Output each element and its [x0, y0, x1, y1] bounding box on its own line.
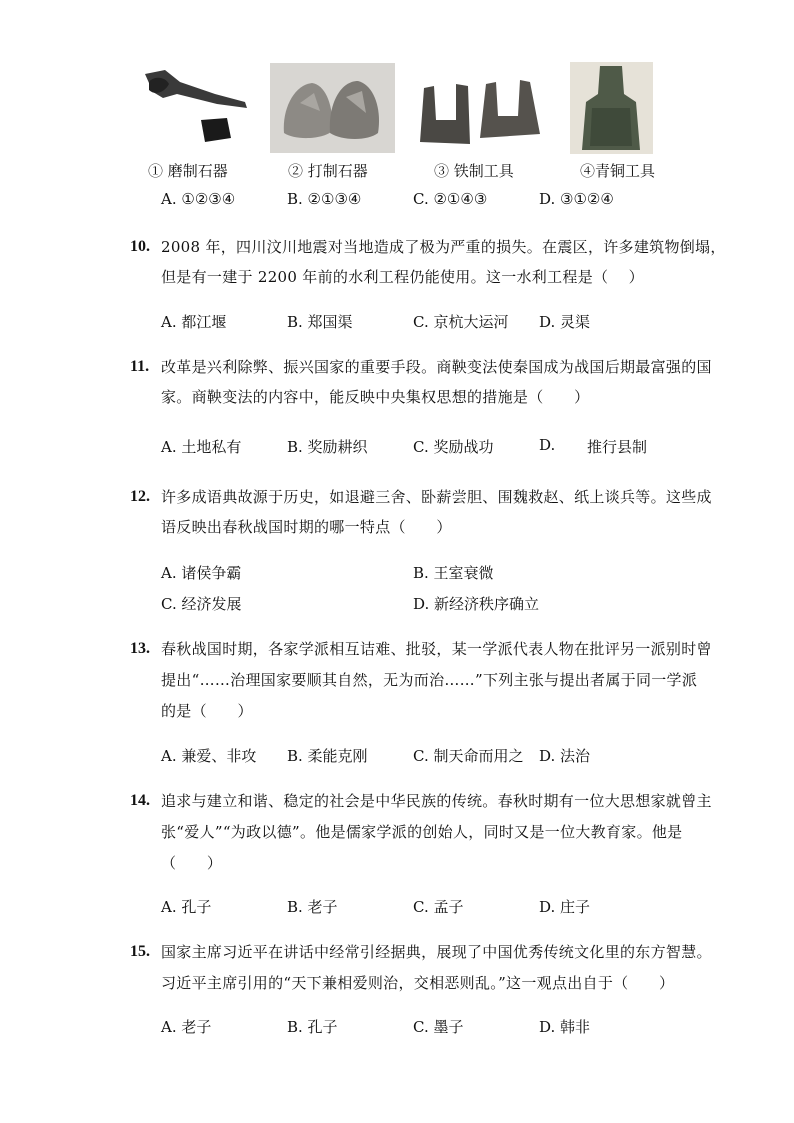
bronze-tool-image [570, 62, 653, 154]
q14-line-1: 追求与建立和谐、稳定的社会是中华民族的传统。春秋时期有一位大思想家就曾主 [161, 792, 712, 810]
q9-option-d: D. ③①②④ [539, 190, 614, 208]
q10-option-d: D. 灵渠 [539, 313, 591, 331]
image-caption-4: ④青铜工具 [580, 162, 656, 180]
q15-line-1: 国家主席习近平在讲话中经常引经据典，展现了中国优秀传统文化里的东方智慧。 [161, 943, 712, 961]
q12-option-a: A. 诸侯争霸 [161, 564, 242, 582]
q14-option-a: A. 孔子 [161, 898, 212, 916]
image-caption-2: ② 打制石器 [288, 162, 368, 180]
q13-option-d: D. 法治 [539, 747, 591, 765]
q13-line-2: 提出“……治理国家要顺其自然，无为而治……”下列主张与提出者属于同一学派 [161, 671, 698, 689]
q13-option-c: C. 制天命而用之 [413, 747, 524, 765]
q14-option-c: C. 孟子 [413, 898, 464, 916]
q15-option-c: C. 墨子 [413, 1018, 464, 1036]
iron-tool-icon [416, 72, 551, 150]
q14-option-b: B. 老子 [287, 898, 338, 916]
q15-line-2: 习近平主席引用的“天下兼相爱则治，交相恶则乱。”这一观点出自于（ ） [161, 974, 675, 992]
q13-option-b: B. 柔能克刚 [287, 747, 368, 765]
q9-option-b: B. ②①③④ [287, 190, 362, 208]
polished-stone-tool-image [135, 62, 250, 154]
q11-line-2: 家。商鞅变法的内容中，能反映中央集权思想的措施是（ ） [161, 388, 590, 406]
bronze-tool-icon [570, 62, 653, 154]
q13-number: 13. [130, 640, 150, 657]
q13-line-1: 春秋战国时期，各家学派相互诘难、批驳，某一学派代表人物在批评另一派别时曾 [161, 640, 712, 658]
q14-option-d: D. 庄子 [539, 898, 591, 916]
q12-line-2: 语反映出春秋战国时期的哪一特点（ ） [161, 518, 452, 536]
q12-number: 12. [130, 488, 150, 505]
image-caption-3: ③ 铁制工具 [434, 162, 514, 180]
q11-option-c: C. 奖励战功 [413, 438, 494, 456]
iron-tool-image [416, 72, 551, 150]
q13-option-a: A. 兼爱、非攻 [161, 747, 257, 765]
q12-option-d: D. 新经济秩序确立 [413, 595, 540, 613]
q15-option-d: D. 韩非 [539, 1018, 591, 1036]
q13-line-3: 的是（ ） [161, 702, 253, 720]
q15-number: 15. [130, 943, 150, 960]
q11-option-d-text: 推行县制 [587, 438, 648, 456]
q11-option-d-letter: D. [539, 436, 556, 454]
q12-line-1: 许多成语典故源于历史，如退避三舍、卧薪尝胆、围魏救赵、纸上谈兵等。这些成 [161, 488, 712, 506]
q11-option-b: B. 奖励耕织 [287, 438, 368, 456]
q15-option-a: A. 老子 [161, 1018, 212, 1036]
q14-line-3: （ ） [161, 854, 223, 872]
q11-number: 11. [130, 358, 150, 375]
q10-option-b: B. 郑国渠 [287, 313, 353, 331]
q12-option-b: B. 王室衰微 [413, 564, 494, 582]
q11-option-a: A. 土地私有 [161, 438, 242, 456]
q14-line-2: 张“爱人”“为政以德”。他是儒家学派的创始人，同时又是一位大教育家。他是 [161, 823, 683, 841]
q9-option-a: A. ①②③④ [161, 190, 236, 208]
q10-line-1: 2008 年，四川汶川地震对当地造成了极为严重的损失。在震区，许多建筑物倒塌， [161, 238, 726, 256]
q9-option-c: C. ②①④③ [413, 190, 488, 208]
q15-option-b: B. 孔子 [287, 1018, 338, 1036]
q14-number: 14. [130, 792, 150, 809]
q10-number: 10. [130, 238, 150, 255]
image-caption-1: ① 磨制石器 [148, 162, 228, 180]
q10-option-a: A. 都江堰 [161, 313, 227, 331]
q10-line-2: 但是有一建于 2200 年前的水利工程仍能使用。这一水利工程是（ ） [161, 268, 644, 286]
polished-stone-tool-icon [135, 62, 250, 154]
q10-option-c: C. 京杭大运河 [413, 313, 509, 331]
q11-line-1: 改革是兴利除弊、振兴国家的重要手段。商鞅变法使秦国成为战国后期最富强的国 [161, 358, 712, 376]
chipped-stone-tool-image [270, 63, 395, 153]
q12-option-c: C. 经济发展 [161, 595, 242, 613]
chipped-stone-tool-icon [270, 63, 395, 153]
